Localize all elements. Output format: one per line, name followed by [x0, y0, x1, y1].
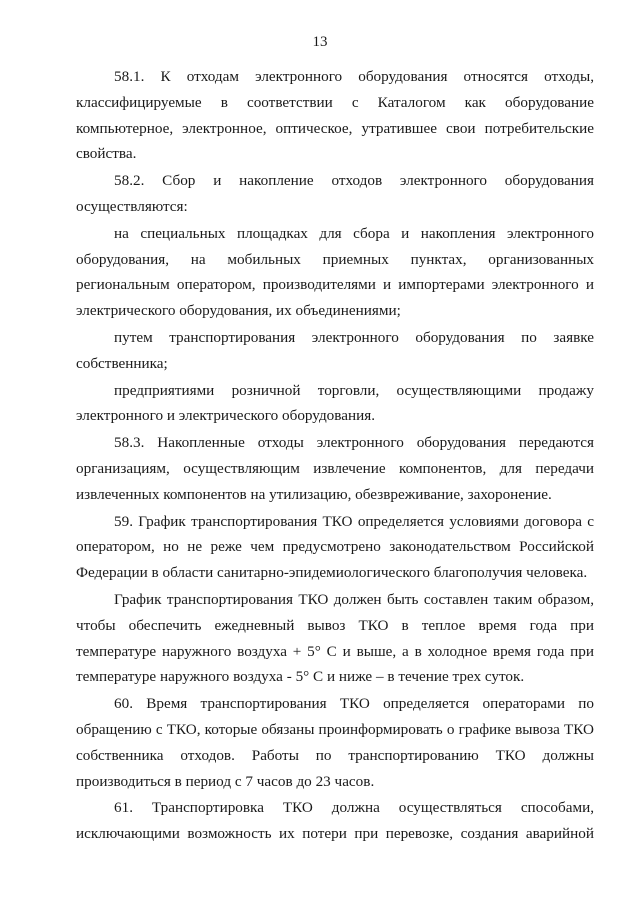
paragraph-61: 61. Транспортировка ТКО должна осуществляться способами, исключающими возможность их потери при перевозке, создания аварийной [76, 799, 594, 843]
paragraph-58-2-item-3: предприятиями розничной торговли, осуществляющими продажу электронного и электрического оборудования. [76, 381, 594, 425]
paragraph-58-3: 58.3. Накопленные отходы электронного оборудования передаются организациям, осуществляющим извлечение компонентов, для передачи извлеченных компонентов на утилизацию, обезвреживание, захоронение. [76, 434, 594, 503]
page-number: 13 [312, 34, 328, 50]
paragraph-58-2-item-2: путем транспортирования электронного оборудования по заявке собственника; [76, 328, 594, 372]
paragraph-60: 60. Время транспортирования ТКО определяется операторами по обращению с ТКО, которые обязаны проинформировать о графике вывоза ТКО собственника отходов. Работы по транспортированию ТКО должны производиться в период с 7 часов до 23 часов. [76, 695, 594, 790]
paragraph-59: 59. График транспортирования ТКО определяется условиями договора с оператором, но не реже чем предусмотрено законодательством Российской Федерации в области санитарно-эпидемиологического благополучия человека. [76, 512, 594, 582]
paragraph-59-schedule: График транспортирования ТКО должен быть составлен таким образом, чтобы обеспечить ежедневный вывоз ТКО в теплое время года при температуре наружного воздуха + 5° С и выше, а в холодное время года при температуре наружного воздуха - 5° С и ниже – в течение трех суток. [76, 590, 594, 686]
paragraph-58-2-item-1: на специальных площадках для сбора и накопления электронного оборудования, на мобильных приемных пунктах, организованных региональным оператором, производителями и импортерами электронного и электрического оборудования, их объединениями; [76, 224, 594, 320]
paragraph-58-1: 58.1. К отходам электронного оборудования относятся отходы, классифицируемые в соответствии с Каталогом как оборудование компьютерное, электронное, оптическое, утратившее свои потребительские свойства. [76, 68, 594, 163]
document-body [76, 64, 594, 847]
paragraph-58-2: 58.2. Сбор и накопление отходов электронного оборудования осуществляются: [76, 172, 594, 215]
